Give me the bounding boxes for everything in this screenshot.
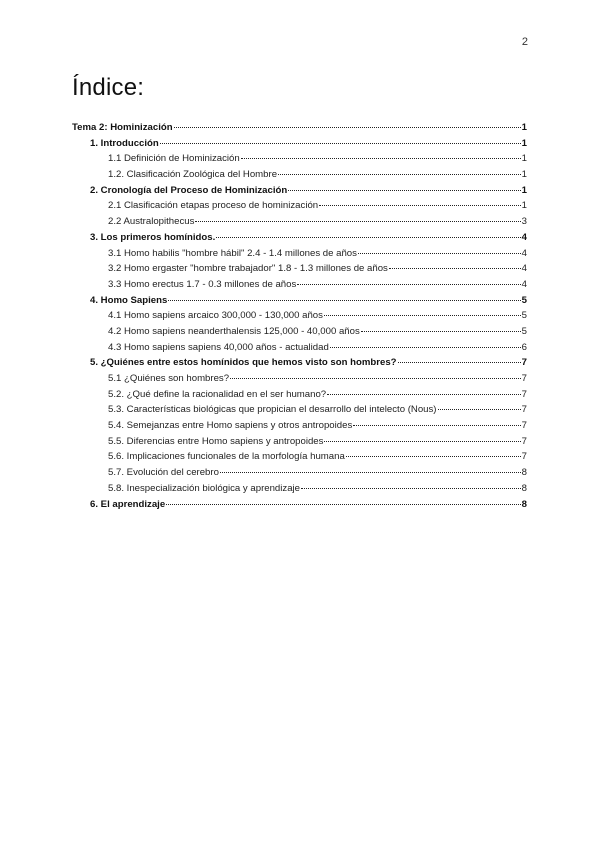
toc-dot-leader: [358, 253, 521, 254]
toc-entry-title: 5.4. Semejanzas entre Homo sapiens y otros antropoides: [108, 420, 353, 432]
toc-entry[interactable]: [72, 371, 527, 387]
toc-entry-title: 5.1 ¿Quiénes son hombres?: [108, 373, 230, 384]
toc-entry-title: 4.1 Homo sapiens arcaico 300,000 - 130,000 años: [108, 310, 323, 322]
toc-entry-page: 1: [521, 153, 527, 165]
table-of-contents: [72, 120, 527, 512]
toc-entry-title: 5.2. ¿Qué define la racionalidad en el ser humano?: [108, 388, 327, 400]
toc-entry[interactable]: [72, 308, 527, 324]
toc-entry[interactable]: [72, 449, 527, 465]
toc-entry-title: 5.5. Diferencias entre Homo sapiens y antropoides: [108, 435, 324, 447]
toc-entry-page: 1: [521, 137, 527, 149]
toc-dot-leader: [319, 205, 521, 206]
toc-entry[interactable]: [72, 340, 527, 356]
toc-entry-title: 2.2 Australopithecus: [108, 216, 195, 228]
toc-entry-title: 3.2 Homo ergaster "hombre trabajador" 1.8 - 1.3 millones de años: [108, 263, 388, 275]
toc-entry-page: 7: [521, 435, 527, 447]
toc-entry-title: 2. Cronología del Proceso de Hominización: [90, 184, 288, 196]
toc-entry[interactable]: [72, 481, 527, 497]
toc-dot-leader: [324, 441, 520, 442]
toc-entry-page: 1: [521, 122, 527, 133]
toc-dot-leader: [160, 143, 521, 144]
toc-dot-leader: [168, 300, 520, 301]
toc-entry[interactable]: [72, 293, 527, 309]
toc-entry-page: 4: [521, 263, 527, 275]
toc-dot-leader: [220, 472, 521, 473]
toc-entry-page: 6: [521, 341, 527, 353]
toc-entry[interactable]: [72, 434, 527, 450]
toc-dot-leader: [330, 347, 521, 348]
toc-dot-leader: [346, 456, 521, 457]
toc-entry-page: 1: [521, 184, 527, 196]
toc-entry-title: 5.8. Inespecialización biológica y aprendizaje: [108, 482, 300, 494]
toc-entry-title: 4. Homo Sapiens: [90, 294, 168, 306]
toc-entry[interactable]: [72, 355, 527, 371]
toc-entry-page: 8: [521, 482, 527, 494]
toc-dot-leader: [278, 174, 521, 175]
toc-entry-page: 7: [521, 404, 527, 416]
toc-entry[interactable]: [72, 402, 527, 418]
toc-entry-page: 7: [521, 451, 527, 463]
toc-entry-title: 3. Los primeros homínidos.: [90, 231, 216, 243]
toc-dot-leader: [438, 409, 521, 410]
toc-entry-page: 7: [521, 357, 527, 369]
toc-entry[interactable]: [72, 230, 527, 246]
toc-entry-page: 4: [521, 231, 527, 243]
toc-entry-title: 3.1 Homo habilis "hombre hábil" 2.4 - 1.4 millones de años: [108, 247, 357, 259]
toc-entry[interactable]: [72, 246, 527, 262]
toc-entry[interactable]: [72, 151, 527, 167]
toc-dot-leader: [327, 394, 521, 395]
toc-entry[interactable]: [72, 183, 527, 199]
toc-dot-leader: [353, 425, 520, 426]
toc-entry[interactable]: [72, 387, 527, 403]
toc-entry[interactable]: [72, 261, 527, 277]
toc-entry-page: 7: [521, 373, 527, 384]
toc-entry[interactable]: [72, 167, 527, 183]
toc-entry-title: 5.6. Implicaciones funcionales de la morfología humana: [108, 451, 345, 463]
toc-entry[interactable]: [72, 418, 527, 434]
toc-dot-leader: [230, 378, 521, 379]
toc-entry-title: 5. ¿Quiénes entre estos homínidos que hemos visto son hombres?: [90, 357, 397, 369]
toc-dot-leader: [361, 331, 521, 332]
toc-entry[interactable]: [72, 497, 527, 513]
toc-dot-leader: [241, 158, 521, 159]
toc-entry-page: 4: [521, 278, 527, 290]
toc-entry[interactable]: [72, 465, 527, 481]
toc-entry-page: 4: [521, 247, 527, 259]
toc-entry-page: 5: [521, 294, 527, 306]
toc-entry-page: 1: [521, 169, 527, 181]
toc-dot-leader: [195, 221, 520, 222]
toc-entry-title: 2.1 Clasificación etapas proceso de hominización: [108, 200, 319, 212]
toc-entry-page: 5: [521, 310, 527, 322]
toc-entry-title: 5.7. Evolución del cerebro: [108, 467, 219, 479]
toc-entry-page: 8: [521, 467, 527, 479]
toc-dot-leader: [297, 284, 520, 285]
toc-dot-leader: [216, 237, 520, 238]
toc-entry-title: 3.3 Homo erectus 1.7 - 0.3 millones de años: [108, 278, 297, 290]
toc-dot-leader: [301, 488, 521, 489]
page-number: 2: [521, 36, 528, 48]
toc-entry-page: 3: [521, 216, 527, 228]
toc-entry[interactable]: [72, 277, 527, 293]
toc-dot-leader: [174, 127, 521, 128]
toc-entry[interactable]: [72, 324, 527, 340]
toc-entry-title: 5.3. Características biológicas que propician el desarrollo del intelecto (Nous): [108, 404, 437, 416]
toc-entry-page: 5: [521, 325, 527, 337]
toc-entry-title: 4.2 Homo sapiens neanderthalensis 125,000 - 40,000 años: [108, 325, 360, 337]
toc-entry-page: 7: [521, 388, 527, 400]
toc-dot-leader: [166, 504, 520, 505]
page-title: Índice:: [72, 74, 145, 101]
toc-dot-leader: [389, 268, 521, 269]
toc-entry-title: 6. El aprendizaje: [90, 498, 166, 510]
toc-dot-leader: [324, 315, 521, 316]
toc-entry[interactable]: [72, 198, 527, 214]
toc-entry[interactable]: [72, 120, 527, 136]
toc-entry-title: 1.2. Clasificación Zoológica del Hombre: [108, 169, 278, 181]
toc-entry-page: 1: [521, 200, 527, 212]
toc-entry-title: Tema 2: Hominización: [72, 122, 173, 133]
toc-entry[interactable]: [72, 214, 527, 230]
toc-entry-page: 7: [521, 420, 527, 432]
toc-dot-leader: [288, 190, 520, 191]
toc-entry-title: 1.1 Definición de Hominización: [108, 153, 240, 165]
toc-entry-title: 1. Introducción: [90, 137, 159, 149]
toc-dot-leader: [398, 362, 521, 363]
toc-entry-title: 4.3 Homo sapiens sapiens 40,000 años - actualidad: [108, 341, 329, 353]
toc-entry-page: 8: [521, 498, 527, 510]
toc-entry[interactable]: [72, 136, 527, 152]
